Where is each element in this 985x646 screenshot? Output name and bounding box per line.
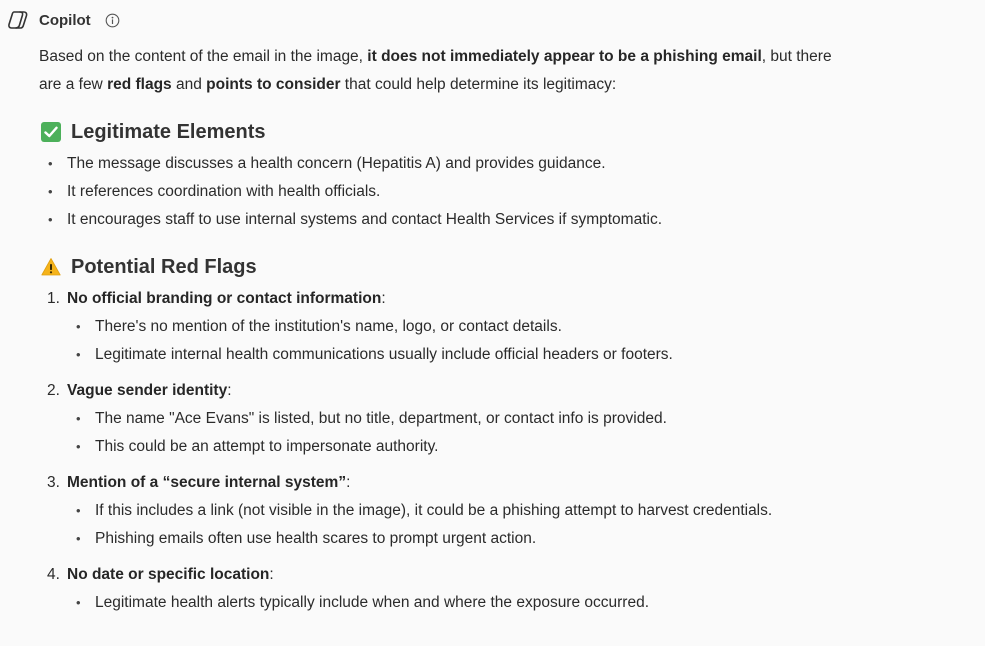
intro-text: that could help determine its legitimacy:: [340, 76, 617, 93]
sub-list-item: • Legitimate internal health communications usually include official headers or footers.: [39, 341, 839, 369]
red-flags-heading: [39, 252, 839, 282]
intro-bold-red-flags: red flags: [107, 76, 172, 93]
list-item: [39, 377, 839, 461]
intro-text: Based on the content of the email in the image,: [39, 48, 368, 65]
list-item: [39, 469, 839, 553]
intro-paragraph: [39, 43, 839, 99]
copilot-logo-icon: [7, 9, 31, 31]
intro-bold-points: points to consider: [206, 76, 341, 93]
warning-icon: [41, 257, 61, 277]
flag-title: No date or specific location: [67, 566, 270, 583]
copilot-response: [39, 43, 839, 625]
info-icon[interactable]: [105, 13, 120, 28]
list-item: • It encourages staff to use internal systems and contact Health Services if symptomatic.: [39, 206, 839, 234]
list-number: 4.: [47, 566, 60, 583]
flag-title: Mention of a “secure internal system”: [67, 474, 347, 491]
legitimate-elements-heading: [39, 117, 839, 147]
flag-title: No official branding or contact information: [67, 290, 382, 307]
legitimate-elements-list: [39, 150, 839, 234]
section-title: Legitimate Elements: [71, 121, 266, 143]
flag-suffix: :: [227, 382, 232, 399]
flag-suffix: :: [381, 290, 386, 307]
list-number: 3.: [47, 474, 60, 491]
app-name: Copilot: [39, 11, 91, 29]
red-flags-list: [39, 285, 839, 617]
check-mark-icon: [41, 122, 61, 142]
list-item: [39, 561, 839, 617]
section-title: Potential Red Flags: [71, 256, 257, 278]
flag-suffix: :: [269, 566, 274, 583]
sub-list-item: • This could be an attempt to impersonate authority.: [39, 433, 839, 461]
list-item: [39, 285, 839, 369]
intro-text: , but there are a few: [39, 48, 832, 93]
flag-title: Vague sender identity: [67, 382, 228, 399]
list-item: • The message discusses a health concern (Hepatitis A) and provides guidance.: [39, 150, 839, 178]
sub-list-item: • If this includes a link (not visible in the image), it could be a phishing attempt to harvest credentials.: [39, 497, 839, 525]
intro-bold-verdict: it does not immediately appear to be a phishing email: [367, 48, 762, 65]
list-item: • It references coordination with health officials.: [39, 178, 839, 206]
sub-list-item: • There's no mention of the institution's name, logo, or contact details.: [39, 313, 839, 341]
flag-suffix: :: [346, 474, 351, 491]
sub-list-item: • The name "Ace Evans" is listed, but no title, department, or contact info is provided.: [39, 405, 839, 433]
list-number: 2.: [47, 382, 60, 399]
list-number: 1.: [47, 290, 60, 307]
sub-list-item: • Phishing emails often use health scares to prompt urgent action.: [39, 525, 839, 553]
sub-list-item: • Legitimate health alerts typically include when and where the exposure occurred.: [39, 589, 839, 617]
message-header: [7, 9, 120, 31]
intro-text: and: [171, 76, 207, 93]
